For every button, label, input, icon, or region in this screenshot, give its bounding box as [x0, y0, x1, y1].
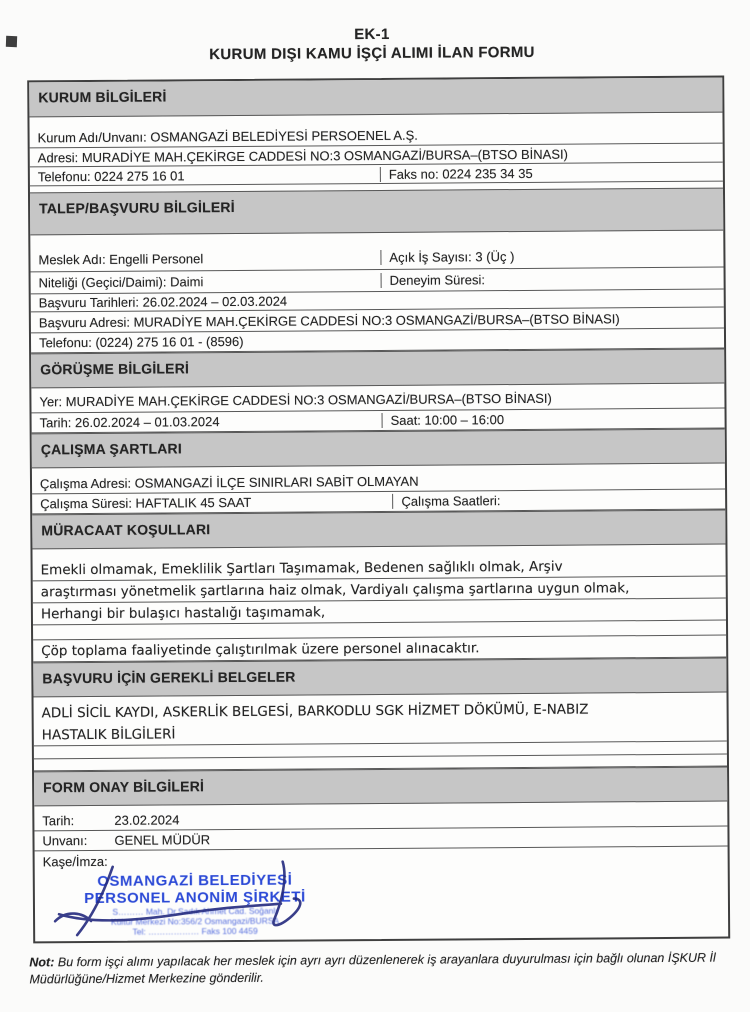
- stamp-line-2: PERSONEL ANONİM ŞİRKETİ: [84, 888, 306, 908]
- field-basvuru-tarihleri: Başvuru Tarihleri: 26.02.2024 – 02.03.2024: [38, 293, 288, 311]
- muracaat-line-2: araştırması yönetmelik şartlarına haiz olmak, Vardiyalı çalışma şartlarına uygun olmak,: [33, 577, 726, 604]
- muracaat-aciklama: Çöp toplama faaliyetinde çalıştırılmak üzere personel alınacaktır.: [33, 636, 726, 663]
- field-acik-is-sayisi: Açık İş Sayısı: 3 (Üç ): [380, 247, 723, 264]
- section-header-muracaat-kosullari: MÜRACAAT KOŞULLARI: [32, 510, 725, 550]
- section-header-talep-basvuru: TALEP/BAŞVURU BİLGİLERİ: [30, 188, 723, 236]
- field-basvuru-telefonu: Telefonu: (0224) 275 16 01 - (8596): [38, 333, 244, 351]
- stamp-line-1: OSMANGAZİ BELEDİYESİ: [97, 871, 293, 890]
- field-niteligi: Niteliği (Geçici/Daimi): Daimi: [38, 274, 204, 291]
- onay-unvan-value: GENEL MÜDÜR: [114, 832, 211, 848]
- muracaat-line-1: Emekli olmamak, Emeklilik Şartları Taşımamak, Bedenen sağlıklı olmak, Arşiv: [33, 555, 726, 582]
- muracaat-line-3: Herhangi bir bulaşıcı hastalığı taşımamak,: [33, 599, 726, 626]
- stamp-line-5: Tel: ……………… Faks 100 4459: [132, 925, 258, 937]
- field-calisma-suresi: Çalışma Süresi: HAFTALIK 45 SAAT: [40, 494, 252, 512]
- section-header-gorusme: GÖRÜŞME BİLGİLERİ: [31, 349, 724, 389]
- onay-tarih-label: Tarih:: [42, 813, 75, 829]
- stamp-signature-area: [35, 867, 728, 942]
- field-kurum-adi: Kurum Adı/Unvanı: OSMANGAZİ BELEDİYESİ PERSOENEL A.Ş.: [37, 127, 418, 146]
- field-basvuru-adresi: Başvuru Adresi: MURADİYE MAH.ÇEKİRGE CADDESİ NO:3 OSMANGAZİ/BURSA–(BTSO BİNASI): [38, 310, 620, 330]
- form-tag: EK-1: [354, 25, 390, 44]
- belgeler-line-1: ADLİ SİCİL KAYDI, ASKERLİK BELGESİ, BARKODLU SGK HİZMET DÖKÜMÜ, E-NABIZ: [41, 701, 589, 722]
- stamp-line-3: S……… Mah. Dr.Sadık Ahmet Cad. Soğanlı: [112, 905, 278, 917]
- field-kurum-faks: Faks no: 0224 235 34 35: [380, 164, 723, 181]
- field-meslek-adi: Meslek Adı: Engelli Personel: [38, 250, 204, 267]
- onay-unvan-label: Unvanı:: [42, 833, 88, 849]
- onay-tarih-value: 23.02.2024: [114, 812, 180, 828]
- section-header-calisma-sartlari: ÇALIŞMA ŞARTLARI: [32, 429, 725, 469]
- field-calisma-saatleri: Çalışma Saatleri:: [392, 492, 725, 509]
- onay-kase-label: Kaşe/İmza:: [42, 853, 108, 869]
- field-calisma-adresi: Çalışma Adresi: OSMANGAZİ İLÇE SINIRLARI SABİT OLMAYAN: [39, 473, 419, 491]
- belgeler-line-2: HASTALIK BİLGİLERİ: [41, 726, 176, 744]
- page-title: KURUM DIŞI KAMU İŞÇİ ALIMI İLAN FORMU: [209, 43, 535, 64]
- page-header: [0, 0, 747, 65]
- field-deneyim-suresi: Deneyim Süresi:: [381, 271, 724, 288]
- footer-note: [29, 950, 729, 989]
- stamp-line-4: Kültür Merkezi No:356/2 Osmangazi/BURSA: [110, 915, 280, 927]
- field-kurum-telefon: Telefonu: 0224 275 16 01: [37, 167, 185, 184]
- field-gorusme-yer: Yer: MURADİYE MAH.ÇEKİRGE CADDESİ NO:3 OSMANGAZİ/BURSA–(BTSO BİNASI): [39, 390, 552, 410]
- field-gorusme-tarih: Tarih: 26.02.2024 – 01.03.2024: [39, 414, 220, 431]
- footer-note-text: Bu form işçi alımı yapılacak her meslek için ayrı ayrı düzenlenerek iş arayanlara duyurulması için bağlı olunan İŞKUR İl Müdürlüğüne/Hizmet Merkezine gönderilir.: [29, 950, 716, 987]
- field-gorusme-saat: Saat: 10:00 – 16:00: [381, 411, 724, 428]
- field-kurum-adres: Adresi: MURADİYE MAH.ÇEKİRGE CADDESİ NO:3 OSMANGAZİ/BURSA–(BTSO BİNASI): [37, 146, 568, 165]
- section-header-kurum-bilgileri: KURUM BİLGİLERİ: [29, 78, 722, 118]
- footer-note-label: Not:: [29, 955, 55, 970]
- empty-cell: [391, 338, 724, 340]
- section-header-form-onay: FORM ONAY BİLGİLERİ: [34, 767, 727, 807]
- form-table: [27, 76, 730, 944]
- belgeler-text: [34, 698, 727, 747]
- company-stamp: [65, 871, 325, 937]
- section-header-gerekli-belgeler: BAŞVURU İÇİN GEREKLİ BELGELER: [33, 658, 726, 698]
